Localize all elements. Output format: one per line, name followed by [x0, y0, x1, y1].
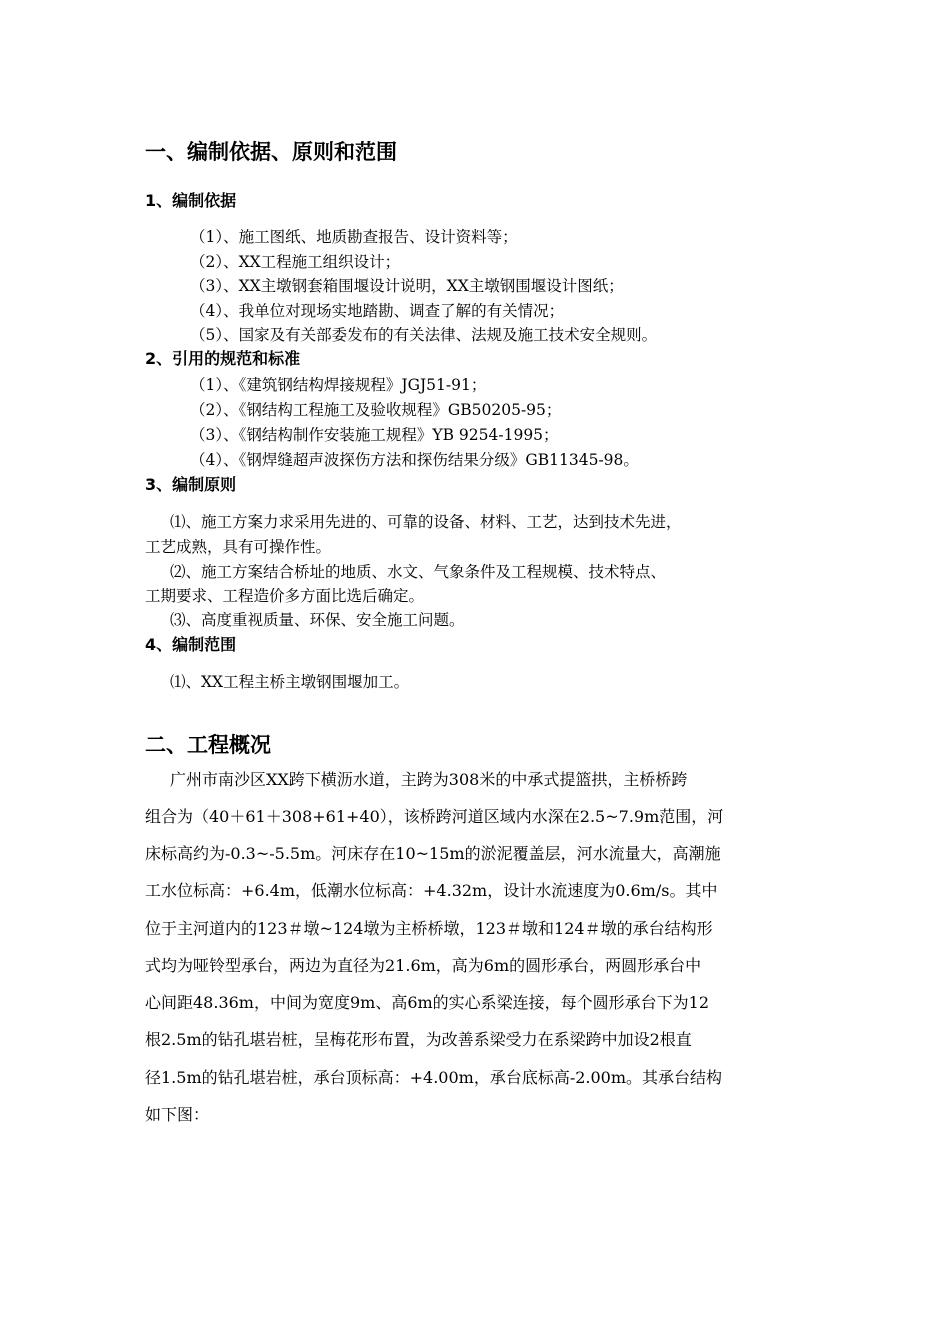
section2-title: 二、工程概况: [145, 733, 271, 757]
principles-line: ⑶、高度重视质量、环保、安全施工问题。: [170, 611, 465, 629]
scope-item: ⑴、XX工程主桥主墩钢围堰加工。: [170, 673, 410, 691]
standards-item: （4）、《钢焊缝超声波探伤方法和探伤结果分级》GB11345-98。: [190, 451, 639, 469]
paragraph-line: 径1.5m的钻孔堪岩桩，承台顶标高：+4.00m，承台底标高-2.00m。其承台结构: [145, 1068, 723, 1087]
standards-item: （1）、《建筑钢结构焊接规程》JGJ51-91；: [190, 376, 487, 394]
scope-heading: 4、编制范围: [145, 635, 237, 654]
principles-line: ⑵、施工方案结合桥址的地质、水文、气象条件及工程规模、技术特点、: [170, 563, 667, 581]
basis-item: （4）、我单位对现场实地踏勘、调查了解的有关情况；: [190, 302, 565, 320]
paragraph-line: 式均为哑铃型承台，两边为直径为21.6m，高为6m的圆形承台，两圆形承台中: [145, 956, 702, 975]
standards-item: （2）、《钢结构工程施工及验收规程》GB50205-95；: [190, 401, 562, 419]
basis-heading: 1、编制依据: [145, 191, 237, 210]
principles-heading: 3、编制原则: [145, 475, 237, 494]
paragraph-line: 心间距48.36m，中间为宽度9m、高6m的实心系梁连接，每个圆形承台下为12: [145, 993, 710, 1012]
basis-item: （3）、XX主墩钢套箱围堰设计说明，XX主墩钢围堰设计图纸；: [190, 277, 624, 295]
paragraph-line: 根2.5m的钻孔堪岩桩，呈梅花形布置，为改善系梁受力在系梁跨中加设2根直: [145, 1030, 692, 1049]
paragraph-line: 广州市南沙区XX跨下横沥水道，主跨为308米的中承式提篮拱，主桥桥跨: [170, 770, 688, 789]
principles-line: ⑴、施工方案力求采用先进的、可靠的设备、材料、工艺，达到技术先进，: [170, 513, 682, 531]
paragraph-line: 床标高约为-0.3~-5.5m。河床存在10~15m的淤泥覆盖层，河水流量大，高潮施: [145, 844, 721, 863]
paragraph-line: 工水位标高：+6.4m，低潮水位标高：+4.32m，设计水流速度为0.6m/s。其中: [145, 881, 718, 900]
principles-line: 工期要求、工程造价多方面比选后确定。: [145, 587, 425, 605]
section1-title: 一、编制依据、原则和范围: [145, 140, 397, 164]
principles-line: 工艺成熟，具有可操作性。: [145, 538, 332, 556]
standards-heading: 2、引用的规范和标准: [145, 349, 301, 368]
paragraph-line: 如下图：: [145, 1105, 210, 1124]
basis-item: （5）、国家及有关部委发布的有关法律、法规及施工技术安全规则。: [190, 326, 658, 344]
basis-item: （2）、XX工程施工组织设计；: [190, 253, 401, 271]
paragraph-line: 组合为（40＋61＋308+61+40），该桥跨河道区域内水深在2.5~7.9m范围，河: [145, 807, 724, 826]
paragraph-line: 位于主河道内的123＃墩~124墩为主桥桥墩，123＃墩和124＃墩的承台结构形: [145, 919, 713, 938]
standards-item: （3）、《钢结构制作安装施工规程》YB 9254-1995；: [190, 426, 559, 444]
basis-item: （1）、施工图纸、地质勘查报告、设计资料等；: [190, 228, 518, 246]
